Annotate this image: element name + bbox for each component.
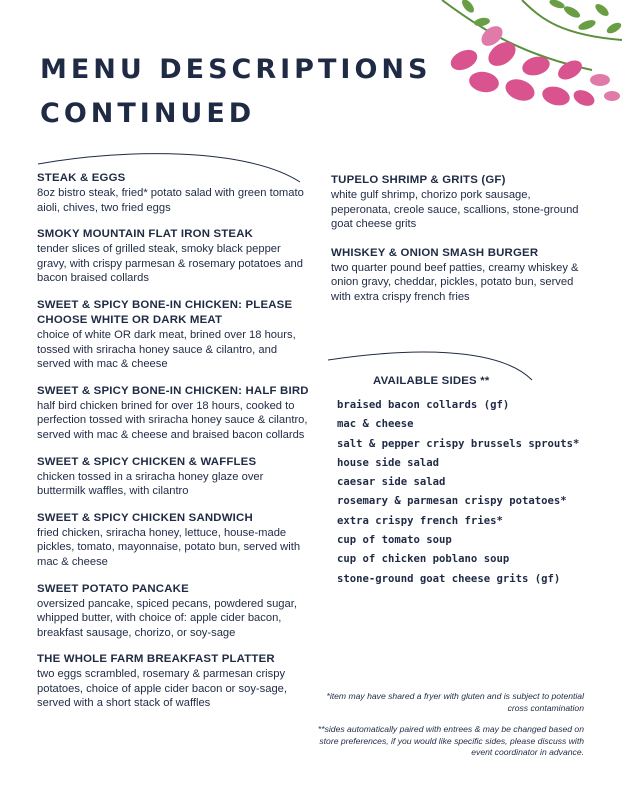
menu-item-name: TUPELO SHRIMP & GRITS (GF) bbox=[331, 174, 506, 186]
menu-item-description: half bird chicken brined for over 18 hours, cooked to perfection tossed with sriracha honey sauce & cilantro, served with mac & cheese and braised bacon collards bbox=[37, 399, 308, 441]
menu-item-name: SWEET & SPICY CHICKEN & WAFFLES bbox=[37, 455, 257, 468]
menu-item bbox=[37, 652, 312, 711]
fryer-footnote: *item may have shared a fryer with gluten and is subject to potential cross contamination bbox=[326, 691, 584, 713]
menu-item-name: SMOKY MOUNTAIN FLAT IRON STEAK bbox=[37, 228, 254, 241]
menu-item-description: oversized pancake, spiced pecans, powdered sugar, whipped butter, with choice of: apple cider bacon, breakfast sausage, chorizo, or soy-sage bbox=[37, 597, 297, 639]
menu-item-name: THE WHOLE FARM BREAKFAST PLATTER bbox=[37, 653, 275, 666]
side-item: caesar side salad bbox=[337, 476, 446, 489]
sides-footnote: **sides automatically paired with entrees & may be changed based on store preferences, if you would like specific sides, please discuss with event coordinator in advance. bbox=[317, 724, 584, 758]
menu-item bbox=[37, 298, 312, 372]
menu-item-description: choice of white OR dark meat, brined over 18 hours, tossed with sriracha honey sauce & cilantro, and served with mac & cheese bbox=[37, 328, 296, 371]
menu-item bbox=[37, 455, 312, 499]
menu-item bbox=[37, 582, 312, 641]
menu-item bbox=[37, 384, 312, 443]
side-item: cup of tomato soup bbox=[337, 534, 452, 547]
side-item: stone-ground goat cheese grits (gf) bbox=[337, 572, 561, 585]
menu-item-name: SWEET & SPICY BONE-IN CHICKEN: PLEASE CHOOSE WHITE OR DARK MEAT bbox=[37, 298, 293, 326]
side-item: extra crispy french fries* bbox=[337, 514, 503, 527]
menu-item-description: two quarter pound beef patties, creamy whiskey & onion gravy, cheddar, pickles, potato bun, served with extra crispy french fries bbox=[331, 261, 579, 303]
title-line-1: MENU DESCRIPTIONS bbox=[40, 54, 432, 85]
menu-item bbox=[331, 173, 593, 232]
side-item: rosemary & parmesan crispy potatoes* bbox=[337, 495, 567, 508]
menu-item bbox=[37, 171, 312, 215]
title-line-2: CONTINUED bbox=[40, 98, 256, 129]
menu-item-name: SWEET & SPICY BONE-IN CHICKEN: HALF BIRD bbox=[37, 384, 309, 397]
side-item: cup of chicken poblano soup bbox=[337, 553, 510, 566]
pink-petals bbox=[448, 22, 620, 109]
available-sides-section bbox=[337, 375, 597, 589]
menu-item-name: SWEET & SPICY CHICKEN SANDWICH bbox=[37, 511, 253, 524]
menu-item-description: chicken tossed in a sriracha honey glaze over buttermilk waffles, with cilantro bbox=[37, 470, 264, 498]
menu-column-right bbox=[331, 173, 593, 317]
side-item: salt & pepper crispy brussels sprouts* bbox=[337, 437, 580, 450]
menu-item bbox=[37, 511, 312, 570]
menu-item-description: fried chicken, sriracha honey, lettuce, house-made pickles, tomato, mayonnaise, potato bun, served with mac & cheese bbox=[37, 526, 301, 568]
menu-item bbox=[37, 227, 312, 286]
sides-title: AVAILABLE SIDES ** bbox=[373, 375, 490, 387]
menu-item-description: two eggs scrambled, rosemary & parmesan crispy potatoes, choice of apple cider bacon or soy-sage, served with a short stack of waffles bbox=[37, 668, 288, 710]
footnotes bbox=[304, 691, 584, 769]
side-item: house side salad bbox=[337, 456, 440, 469]
menu-item-description: white gulf shrimp, chorizo pork sausage, peperonata, creole sauce, scallions, stone-ground goat cheese grits bbox=[331, 189, 579, 231]
menu-item bbox=[331, 246, 593, 305]
side-item: braised bacon collards (gf) bbox=[337, 399, 510, 411]
pink-flower-branch-icon bbox=[372, 0, 622, 120]
menu-item-name: SWEET POTATO PANCAKE bbox=[37, 582, 189, 595]
side-item: mac & cheese bbox=[337, 418, 414, 431]
menu-column-left bbox=[37, 171, 312, 723]
menu-item-description: 8oz bistro steak, fried* potato salad with green tomato aioli, chives, two fried eggs bbox=[37, 187, 304, 214]
menu-item-description: tender slices of grilled steak, smoky black pepper gravy, with crispy parmesan & rosemary potatoes and bacon braised collards bbox=[37, 243, 303, 285]
menu-item-name: WHISKEY & ONION SMASH BURGER bbox=[331, 246, 539, 259]
menu-item-name: STEAK & EGGS bbox=[37, 172, 126, 184]
